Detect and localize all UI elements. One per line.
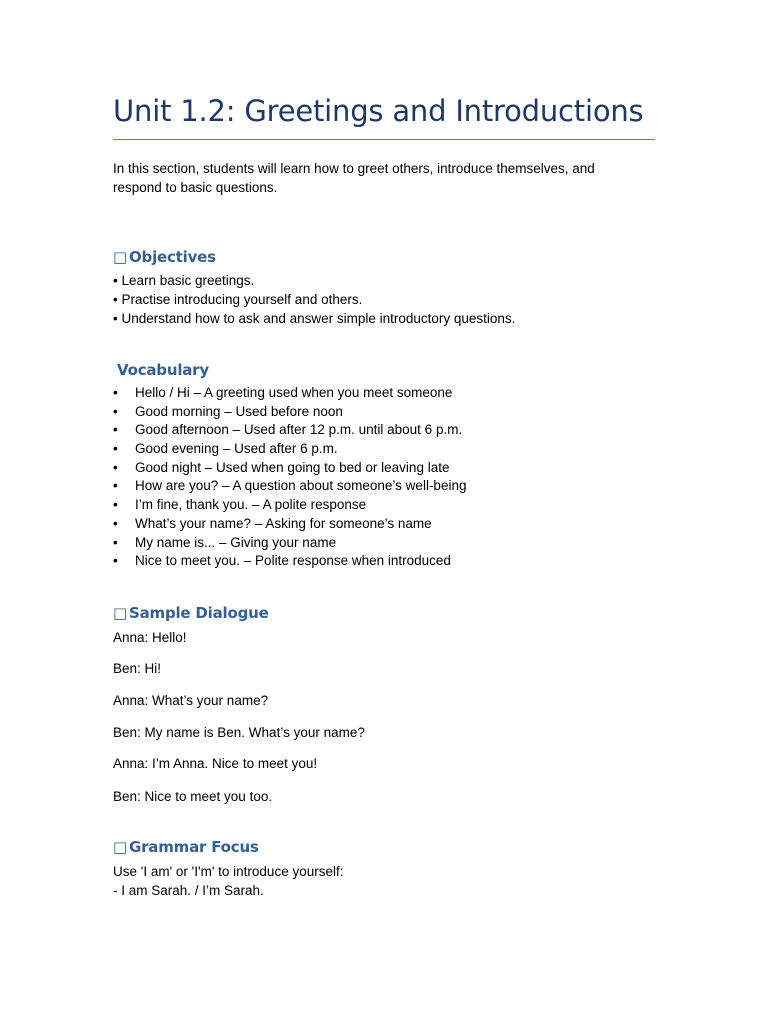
dialogue-line: Anna: I’m Anna. Nice to meet you! <box>113 756 318 771</box>
bullet-icon: • <box>113 385 118 400</box>
grammar-heading-text: Grammar Focus <box>128 838 259 856</box>
dialogue-line: Ben: Hi! <box>113 661 162 676</box>
grammar-icon: □ <box>113 838 127 856</box>
objectives-icon: □ <box>113 248 127 266</box>
vocabulary-item: • I’m fine, thank you. – A polite response <box>113 496 466 515</box>
vocabulary-item: • Good afternoon – Used after 12 p.m. until about 6 p.m. <box>113 421 466 440</box>
bullet-icon: • <box>113 497 118 513</box>
bullet-icon: • <box>113 459 118 475</box>
objective-item: • Practise introducing yourself and others. <box>113 292 363 307</box>
grammar-heading <box>113 838 259 856</box>
dialogue-line: Ben: My name is Ben. What’s your name? <box>113 725 365 740</box>
bullet-icon: • <box>113 422 118 438</box>
vocabulary-list <box>113 384 466 571</box>
vocabulary-item: • How are you? – A question about someone’s well-being <box>113 477 466 496</box>
bullet-icon: • <box>113 534 118 550</box>
objective-item: • Understand how to ask and answer simple introductory questions. <box>113 311 516 326</box>
title-underline <box>113 139 655 140</box>
vocabulary-item: • Good night – Used when going to bed or leaving late <box>113 459 466 478</box>
objectives-heading <box>113 248 216 266</box>
bullet-icon: • <box>113 403 118 419</box>
dialogue-line: Anna: Hello! <box>113 630 187 645</box>
dialogue-line: Ben: Nice to meet you too. <box>113 789 273 804</box>
vocabulary-item: • Good morning – Used before noon <box>113 403 466 422</box>
dialogue-line: Anna: What’s your name? <box>113 693 269 708</box>
objective-item: • Learn basic greetings. <box>113 273 255 288</box>
intro-paragraph: In this section, students will learn how to greet others, introduce themselves, and respond to basic questions. <box>113 161 595 195</box>
dialogue-heading <box>113 604 269 622</box>
dialogue-heading-text: Sample Dialogue <box>128 604 269 622</box>
objectives-heading-text: Objectives <box>128 248 216 266</box>
grammar-line: - I am Sarah. / I’m Sarah. <box>113 883 264 898</box>
vocabulary-item: • My name is... – Giving your name <box>113 534 466 553</box>
bullet-icon: • <box>113 553 118 569</box>
vocabulary-heading: Vocabulary <box>117 361 209 379</box>
page-title: Unit 1.2: Greetings and Introductions <box>113 94 644 128</box>
bullet-icon: • <box>113 441 118 457</box>
bullet-icon: • <box>113 478 118 494</box>
vocabulary-item: • What’s your name? – Asking for someone’s name <box>113 515 466 534</box>
grammar-line: Use 'I am' or 'I'm' to introduce yourself: <box>113 864 344 879</box>
bullet-icon: • <box>113 515 118 531</box>
dialogue-icon: □ <box>113 604 127 622</box>
vocabulary-item: • Hello / Hi – A greeting used when you meet someone <box>113 384 466 403</box>
vocabulary-item: • Nice to meet you. – Polite response when introduced <box>113 552 466 571</box>
vocabulary-item: • Good evening – Used after 6 p.m. <box>113 440 466 459</box>
